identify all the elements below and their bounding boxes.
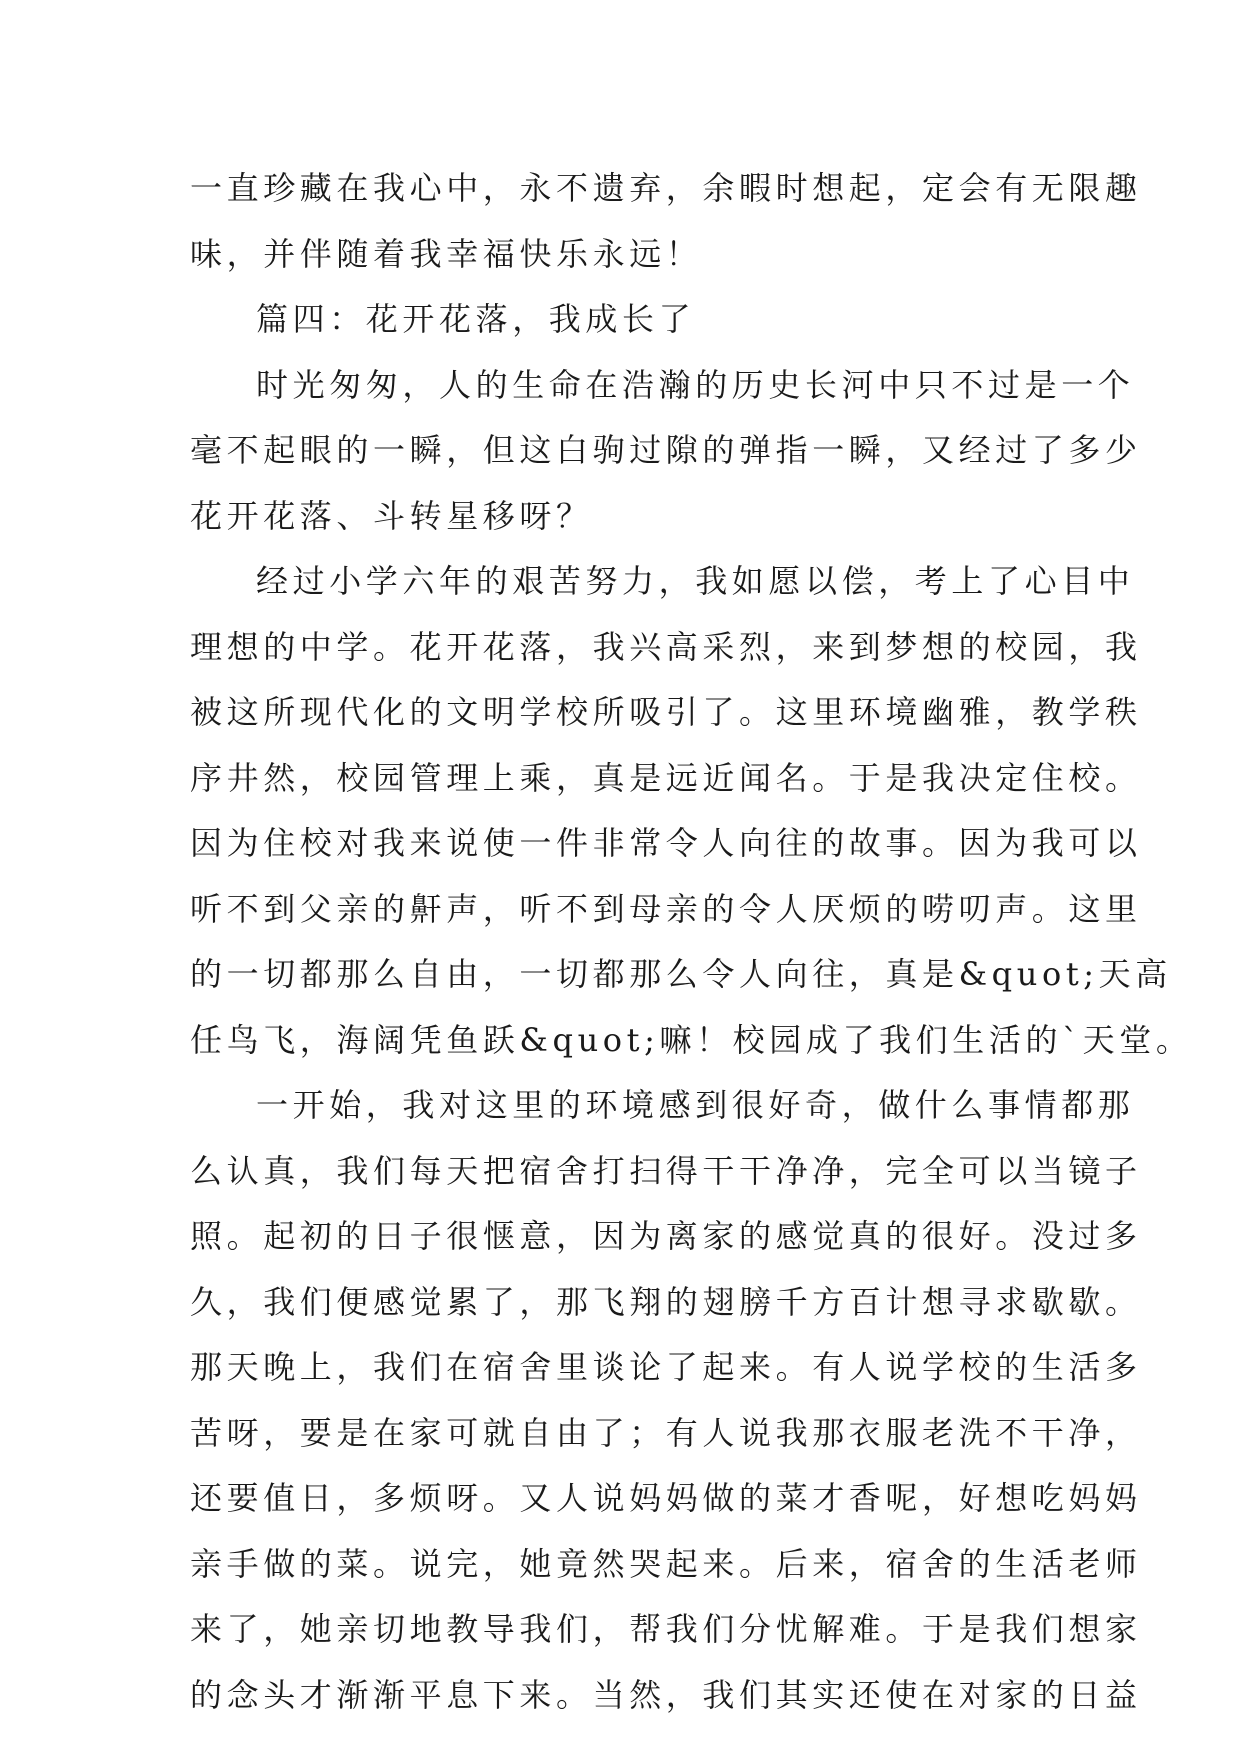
body-text — [190, 156, 1193, 1728]
text-line: 么认真，我们每天把宿舍打扫得干干净净，完全可以当镜子 — [190, 1151, 1142, 1190]
text-line: 毫不起眼的一瞬，但这白驹过隙的弹指一瞬，又经过了多少 — [190, 431, 1142, 469]
paragraph-first-line: 篇四：花开花落，我成长了 — [256, 300, 696, 338]
text-line: 来了，她亲切地教导我们，帮我们分忧解难。于是我们想家 — [190, 1610, 1142, 1648]
text-line: 亲手做的菜。说完，她竟然哭起来。后来，宿舍的生活老师 — [190, 1544, 1142, 1583]
text-line: 花开花落、斗转星移呀？ — [190, 496, 593, 535]
paragraph-first-line: 时光匆匆，人的生命在浩瀚的历史长河中只不过是一个 — [256, 365, 1135, 404]
text-line: 久，我们便感觉累了，那飞翔的翅膀千方百计想寻求歇歇。 — [190, 1282, 1142, 1321]
text-line: 听不到父亲的鼾声，听不到母亲的令人厌烦的唠叨声。这里 — [190, 889, 1142, 928]
text-line: 被这所现代化的文明学校所吸引了。这里环境幽雅，教学秩 — [190, 693, 1142, 731]
text-line: 任鸟飞，海阔凭鱼跃&quot;嘛！校园成了我们生活的`天堂。 — [190, 1020, 1193, 1059]
paragraph-first-line: 经过小学六年的艰苦努力，我如愿以偿，考上了心目中 — [256, 562, 1135, 600]
text-line: 照。起初的日子很惬意，因为离家的感觉真的很好。没过多 — [190, 1217, 1142, 1255]
text-line: 的念头才渐渐平息下来。当然，我们其实还使在对家的日益 — [190, 1675, 1142, 1714]
paragraph-first-line: 一开始，我对这里的环境感到很好奇，做什么事情都那 — [256, 1086, 1135, 1124]
text-line: 味，并伴随着我幸福快乐永远！ — [190, 234, 703, 273]
text-line: 理想的中学。花开花落，我兴高采烈，来到梦想的校园，我 — [190, 627, 1142, 666]
text-line: 还要值日，多烦呀。又人说妈妈做的菜才香呢，好想吃妈妈 — [190, 1479, 1142, 1517]
text-line: 那天晚上，我们在宿舍里谈论了起来。有人说学校的生活多 — [190, 1348, 1142, 1386]
text-line: 的一切都那么自由，一切都那么令人向往，真是&quot;天高 — [190, 955, 1172, 993]
text-line: 因为住校对我来说使一件非常令人向往的故事。因为我可以 — [190, 824, 1142, 862]
text-line: 一直珍藏在我心中，永不遗弃，余暇时想起，定会有无限趣 — [190, 169, 1142, 207]
text-line: 序井然，校园管理上乘，真是远近闻名。于是我决定住校。 — [190, 758, 1142, 797]
text-line: 苦呀，要是在家可就自由了；有人说我那衣服老洗不干净， — [190, 1413, 1142, 1452]
